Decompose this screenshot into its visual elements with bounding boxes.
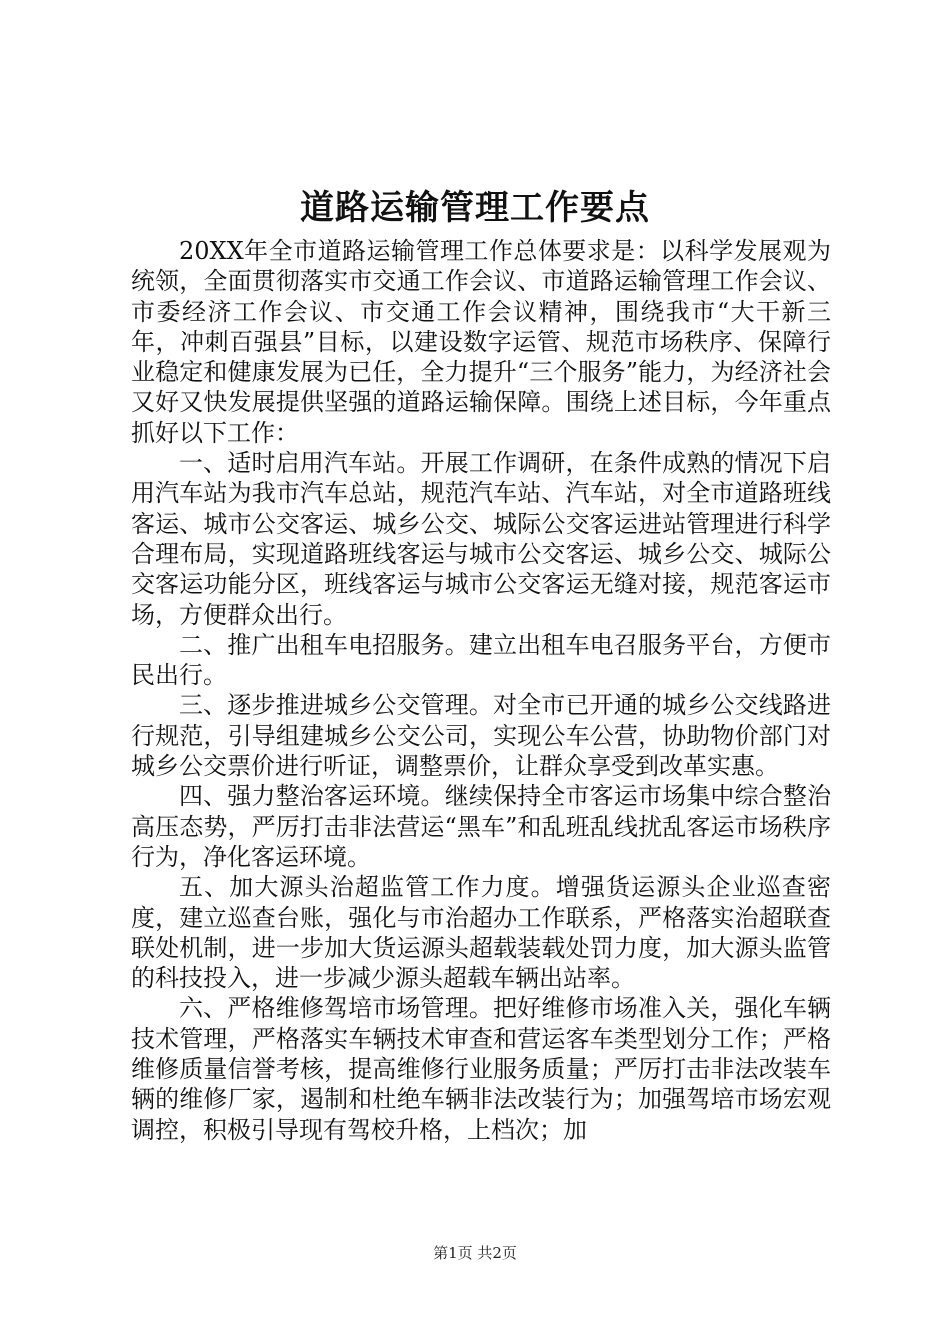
document-title: 道路运输管理工作要点 <box>300 188 650 228</box>
paragraph-item-3: 三、逐步推进城乡公交管理。对全市已开通的城乡公交线路进行规范，引导组建城乡公交公司，实现公车公营，协助物价部门对城乡公交票价进行听证，调整票价，让群众享受到改革实惠。 <box>131 691 831 781</box>
paragraph-item-1: 一、适时启用汽车站。开展工作调研，在条件成熟的情况下启用汽车站为我市汽车总站，规范汽车站、汽车站，对全市道路班线客运、城市公交客运、城乡公交、城际公交客运进站管理进行科学合理布局，实现道路班线客运与城市公交客运、城乡公交、城际公交客运功能分区，班线客运与城市公交客运无缝对接，规范客运市场，方便群众出行。 <box>131 449 831 629</box>
paragraph-intro: 20XX年全市道路运输管理工作总体要求是：以科学发展观为统领，全面贯彻落实市交通工作会议、市道路运输管理工作会议、市委经济工作会议、市交通工作会议精神，围绕我市“大干新三年，冲刺百强县”目标，以建设数字运管、规范市场秩序、保障行业稳定和健康发展为已任，全力提升“三个服务”能力，为经济社会又好又快发展提供坚强的道路运输保障。围绕上述目标，今年重点抓好以下工作： <box>131 237 831 447</box>
page-number: 第1页 共2页 <box>433 1244 517 1262</box>
paragraph-item-4: 四、强力整治客运环境。继续保持全市客运市场集中综合整治高压态势，严厉打击非法营运“黑车”和乱班乱线扰乱客运市场秩序行为，净化客运环境。 <box>131 782 831 871</box>
document-body <box>131 236 831 1145</box>
paragraph-item-6: 六、严格维修驾培市场管理。把好维修市场准入关，强化车辆技术管理，严格落实车辆技术审查和营运客车类型划分工作；严格维修质量信誉考核，提高维修行业服务质量；严厉打击非法改装车辆的维修厂家，遏制和杜绝车辆非法改装行为；加强驾培市场宏观调控，积极引导现有驾校升格，上档次；加 <box>131 994 831 1144</box>
paragraph-item-5: 五、加大源头治超监管工作力度。增强货运源头企业巡查密度，建立巡查台账，强化与市治超办工作联系，严格落实治超联查联处机制，进一步加大货运源头超载装载处罚力度，加大源头监管的科技投入，进一步减少源头超载车辆出站率。 <box>131 873 831 993</box>
paragraph-item-2: 二、推广出租车电招服务。建立出租车电召服务平台，方便市民出行。 <box>131 630 831 690</box>
